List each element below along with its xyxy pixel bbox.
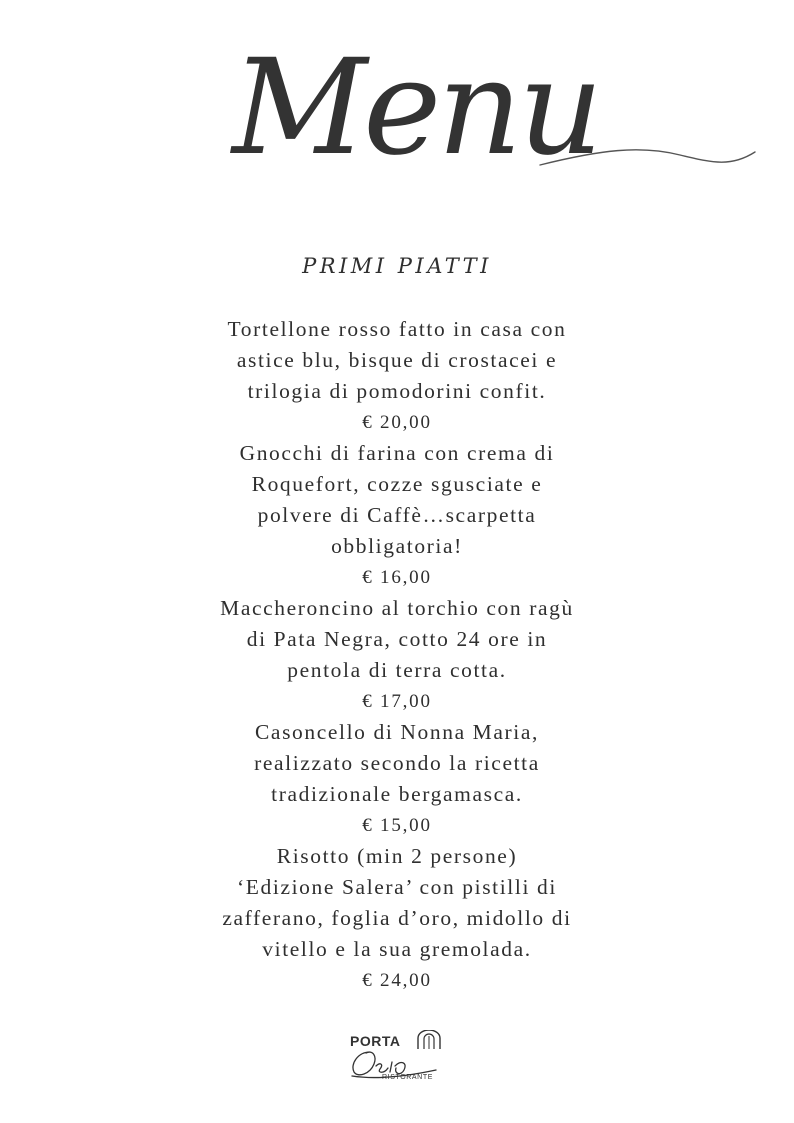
page-title: Menu — [232, 31, 600, 185]
dish-price: € 24,00 — [362, 970, 432, 991]
dish-price: € 16,00 — [362, 567, 432, 588]
menu-title-block — [210, 31, 770, 210]
section-heading: PRIMI PIATTI — [302, 254, 492, 278]
dish-description: Casoncello di Nonna Maria, realizzato secondo la ricetta tradizionale bergamasca. — [254, 720, 540, 806]
dish-item — [197, 717, 597, 841]
dish-item — [197, 314, 597, 438]
dish-item — [197, 438, 597, 593]
dish-item — [197, 593, 597, 717]
dish-description: Risotto (min 2 persone) ‘Edizione Salera’ con pistilli di zafferano, foglia d’oro, midollo di vitello e la sua gremolada. — [222, 844, 572, 961]
dish-price: € 20,00 — [362, 412, 432, 433]
restaurant-logo — [344, 1028, 454, 1088]
dish-list — [197, 314, 597, 996]
dish-description: Maccheroncino al torchio con ragù di Pata Negra, cotto 24 ore in pentola di terra cotta. — [220, 596, 574, 682]
dish-description: Tortellone rosso fatto in casa con astice blu, bisque di crostacei e trilogia di pomodorini confit. — [227, 317, 567, 403]
logo-wordmark: PORTA — [350, 1033, 401, 1049]
dish-price: € 17,00 — [362, 691, 432, 712]
dish-description: Gnocchi di farina con crema di Roquefort, cozze sgusciate e polvere di Caffè…scarpetta obbligatoria! — [239, 441, 555, 558]
dish-item — [197, 841, 597, 996]
logo-subtitle: RISTORANTE — [382, 1074, 433, 1081]
dish-price: € 15,00 — [362, 815, 432, 836]
